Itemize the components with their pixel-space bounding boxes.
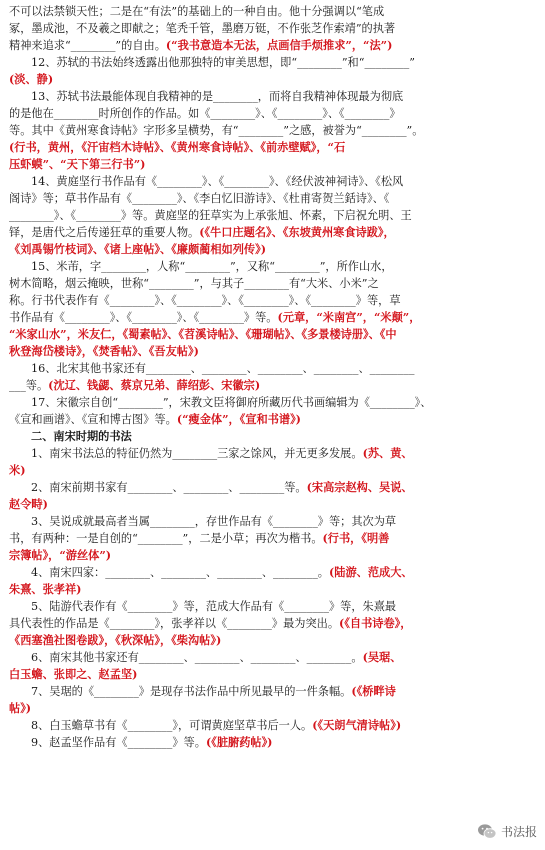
answer-text: 朱熹、张孝祥) [9,582,82,596]
text-line [9,224,539,241]
question-text: 1、南宋书法总的特征仍然为________三家之馀风，并无更多发展。 [31,447,363,460]
text-line [9,241,539,258]
text-line [9,20,539,37]
answer-text: (沈辽、钱勰、蔡京兄弟、薛绍彭、宋徽宗) [48,378,261,392]
text-line [9,666,539,683]
answer-text: (《天朗气清诗帖》) [312,718,402,732]
answer-text: 帖》) [9,701,32,715]
answer-text: (苏、黄、 [362,446,413,460]
question-text: 《宣和画谱》、《宣和博古图》等。 [9,413,177,426]
question-text: 7、吴琚的《________》是现存书法作品中所见最早的一件条幅。 [31,685,352,698]
text-line [9,37,539,54]
question-text: 12、苏轼的书法始终透露出他那独特的审美思想，即“________”和“________” [31,56,415,69]
text-line [9,326,539,343]
text-line [9,734,539,751]
answer-text: (淡、静) [9,72,54,86]
answer-text: 米) [9,463,26,477]
text-line [9,530,539,547]
question-text: 5、陆游代表作有《________》等，范成大作品有《________》等，朱熹最 [31,600,397,613]
text-line [9,496,539,513]
text-line [9,105,539,122]
text-line [9,122,539,139]
text-line [9,71,539,88]
question-text: 铎，是唐代之后传递狂草的重要人物。 [9,226,200,239]
answer-text: (吴琚、 [362,650,402,664]
question-text: ___等。 [9,379,49,392]
question-text: 2、南宋前期书家有________、________、________等。 [31,481,307,494]
text-line [9,717,539,734]
text-line [9,207,539,224]
answer-text: 压虾蟆”、“天下第三行书”) [9,157,146,171]
text-line [9,190,539,207]
answer-text: 赵令畤) [9,497,48,511]
answer-text: “米家山水”，米友仁，《蜀素帖》、《苕溪诗帖》、《珊瑚帖》、《多景楼诗册》、《中 [9,327,397,341]
text-line [9,700,539,717]
question-text: 具代表性的作品是《________》，张孝祥以《________》最为突出。 [9,617,340,630]
text-line [9,394,539,411]
text-line [9,343,539,360]
question-text: 阁诗》等；草书作品有《________》、《李白忆旧游诗》、《杜甫寄贺兰銛诗》、《 [9,192,390,205]
question-text: 9、赵孟坚作品有《________》等。 [31,736,206,749]
question-text: 书，有两种：一是自创的“________”，二是小草；再次为楷书。 [9,532,323,545]
answer-text: 《刘禹锡竹枝词》、《诸上座帖》、《廉颇蔺相如列传》) [9,242,266,256]
text-line [9,88,539,105]
text-line [9,649,539,666]
question-text: 8、白玉蟾草书有《________》，可谓黄庭坚草书后一人。 [31,719,313,732]
answer-text: (元章，“米南宫”，“米颠”， [277,310,421,324]
text-line [9,564,539,581]
text-line [9,513,539,530]
text-line [9,360,539,377]
answer-text: (行书，黄州，《汗宙档木诗帖》、《黄州寒食诗帖》、《前赤壁赋》，“石 [9,140,346,154]
answer-text: (《脏腑药帖》) [205,735,273,749]
text-line [9,275,539,292]
question-text: 树木简略，烟云掩映，世称“________”，与其子________有“大米、小米”之 [9,277,379,290]
question-text: 3、吴说成就最高者当属________，存世作品有《________》等；其次为草 [31,515,397,528]
answer-text: 秋登海岱楼诗》，《焚香帖》、《吾友帖》) [9,344,199,358]
question-text: 等。其中《黄州寒食诗帖》字形多呈横势，有“________”之感，被誉为“________”。 [9,124,424,137]
text-line [9,632,539,649]
text-line [9,598,539,615]
text-line [9,156,539,173]
question-text: 14、黄庭坚行书作品有《________》、《________》、《经伏波神祠诗》、《松风 [31,175,404,188]
text-line [9,139,539,156]
text-line [9,581,539,598]
answer-text: 白玉蟾、张即之、赵孟坚) [9,667,138,681]
text-line [9,479,539,496]
wechat-icon [477,823,497,840]
question-text: 15、米芾，字________，人称“________”，又称“________”，所作山水， [31,260,393,273]
text-line [9,292,539,309]
question-text: 16、北宋其他书家还有________、________、________、________、________ [31,362,415,375]
text-line [9,462,539,479]
answer-text: (“我书意造本无法，点画信手烦推求”，“法”) [165,38,393,52]
question-text: 书作品有《________》、《________》、《________》等。 [9,311,278,324]
text-line [9,547,539,564]
answer-text: (“瘦金体”，《宣和书谱》) [176,412,301,426]
answer-text: (《牛口庄题名》、《东坡黄州寒食诗跋》， [199,225,395,239]
question-text: 称。行书代表作有《________》、《________》、《________》、《________》等，草 [9,294,401,307]
text-line [9,3,539,20]
answer-text: 宗簿帖》，“游丝体”) [9,548,112,562]
question-text: 精神来追求“________”的自由。 [9,39,166,52]
text-line [9,411,539,428]
text-line [9,377,539,394]
section-heading [9,428,539,445]
answer-text: (陆游、范成大、 [329,565,413,579]
question-text: 4、南宋四家：________、________、________、________。 [31,566,329,579]
question-text: 6、南宋其他书家还有________、________、________、________。 [31,651,363,664]
question-text: 17、宋徽宗自创“________”，宋教文臣将御府所藏历代书画编辑为《________》、 [31,396,432,409]
text-line [9,258,539,275]
question-text: 13、苏轼书法最能体现自我精神的是________，而将自我精神体现最为彻底 [31,90,404,103]
question-text: 的是他在________时所创作的作品。如《________》、《________》、《________》 [9,107,401,120]
question-text: 二、南宋时期的书法 [31,429,132,443]
question-text: ________》、《________》等。黄庭坚的狂草实为上承张旭、怀素，下启祝允明、王 [9,209,412,222]
watermark [477,823,537,840]
text-line [9,445,539,462]
question-text: 冢，墨成池，不及羲之即献之；笔秃千管，墨磨万铤，不作张芝作索靖”的执著 [9,22,396,35]
text-line [9,683,539,700]
document-body [9,3,539,751]
text-line [9,173,539,190]
text-line [9,54,539,71]
answer-text: (宋高宗赵构、吴说、 [306,480,413,494]
watermark-text: 书法报 [500,825,537,839]
text-line [9,309,539,326]
answer-text: (《桥畔诗 [351,684,396,698]
text-line [9,615,539,632]
answer-text: 《西塞渔社图卷跋》，《秋深帖》，《柴沟帖》) [9,633,222,647]
answer-text: (《自书诗卷》， [339,616,412,630]
question-text: 不可以法禁锁天性；二是在“有法”的基础上的一种自由。他十分强调以“笔成 [9,5,385,18]
answer-text: (行书，《明善 [322,531,390,545]
